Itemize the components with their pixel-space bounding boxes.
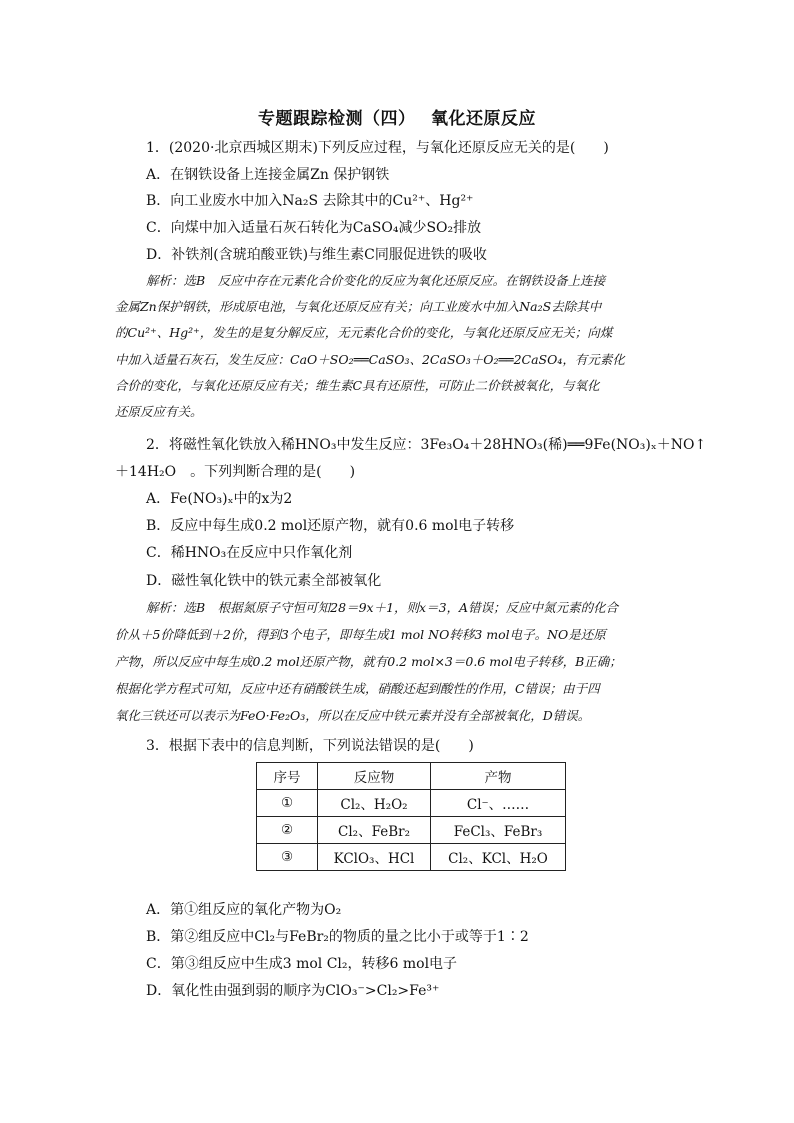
table-header-row	[257, 763, 566, 790]
table-cell: Cl₂、H₂O₂	[318, 790, 431, 817]
reaction-table	[256, 762, 566, 871]
table-cell: ①	[257, 790, 318, 817]
q1-analysis-line: 金属Zn保护钢铁，形成原电池，与氧化还原反应有关；向工业废水中加入Na₂S去除其中	[115, 299, 602, 314]
table-header: 产物	[431, 763, 566, 790]
table-cell: ②	[257, 817, 318, 844]
q2-analysis-line: 氧化三铁还可以表示为FeO·Fe₂O₃，所以在反应中铁元素并没有全部被氧化，D错误。	[115, 708, 591, 723]
table-cell: Cl⁻、……	[431, 790, 566, 817]
table-cell: Cl₂、FeBr₂	[318, 817, 431, 844]
q3-stem: 3．根据下表中的信息判断，下列说法错误的是( )	[146, 738, 474, 754]
q3-option-b: B．第②组反应中Cl₂与FeBr₂的物质的量之比小于或等于1∶2	[146, 929, 529, 945]
table-row	[257, 790, 566, 817]
q2-stem-continued: ＋14H₂O 。下列判断合理的是( )	[115, 464, 356, 480]
table-row	[257, 844, 566, 871]
table-cell: FeCl₃、FeBr₃	[431, 817, 566, 844]
q1-option-c: C．向煤中加入适量石灰石转化为CaSO₄减少SO₂排放	[146, 220, 482, 236]
table-row	[257, 817, 566, 844]
q2-analysis-line: 解析：选B 根据氮原子守恒可知28＝9x＋1，则x＝3，A错误；反应中氮元素的化合	[146, 600, 619, 615]
q3-option-c: C．第③组反应中生成3 mol Cl₂，转移6 mol电子	[146, 956, 458, 972]
q2-option-b: B．反应中每生成0.2 mol还原产物，就有0.6 mol电子转移	[146, 518, 515, 534]
q2-stem: 2．将磁性氧化铁放入稀HNO₃中发生反应：3Fe₃O₄＋28HNO₃(稀)══9Fe(NO₃)ₓ＋NO↑	[146, 437, 707, 453]
q3-option-a: A．第①组反应的氧化产物为O₂	[146, 902, 342, 918]
q1-analysis-line: 的Cu²⁺、Hg²⁺，发生的是复分解反应，无元素化合价的变化，与氧化还原反应无关；向煤	[115, 325, 613, 340]
q1-stem: 1．(2020·北京西城区期末)下列反应过程，与氧化还原反应无关的是( )	[146, 140, 609, 156]
q2-option-c: C．稀HNO₃在反应中只作氧化剂	[146, 545, 353, 561]
q3-option-d: D．氧化性由强到弱的顺序为ClO₃⁻>Cl₂>Fe³⁺	[146, 983, 440, 999]
q2-analysis-line: 根据化学方程式可知，反应中还有硝酸铁生成，硝酸还起到酸性的作用，C错误；由于四	[115, 681, 600, 696]
q2-analysis-line: 产物，所以反应中每生成0.2 mol还原产物，就有0.2 mol×3＝0.6 mol电子转移，B正确；	[115, 654, 622, 669]
q2-option-d: D．磁性氧化铁中的铁元素全部被氧化	[146, 573, 382, 589]
table-header: 序号	[257, 763, 318, 790]
q1-analysis-line: 解析：选B 反应中存在元素化合价变化的反应为氧化还原反应。在钢铁设备上连接	[146, 273, 606, 288]
page-title: 专题跟踪检测（四） 氧化还原反应	[258, 109, 536, 129]
q1-option-d: D．补铁剂(含琥珀酸亚铁)与维生素C同服促进铁的吸收	[146, 247, 487, 263]
q1-analysis-line: 合价的变化，与氧化还原反应有关；维生素C具有还原性，可防止二价铁被氧化，与氧化	[115, 378, 600, 393]
q1-analysis-line: 中加入适量石灰石，发生反应：CaO＋SO₂══CaSO₃、2CaSO₃＋O₂══2CaSO₄，有元素化	[115, 352, 625, 367]
q2-analysis-line: 价从＋5价降低到＋2价，得到3个电子，即每生成1 mol NO转移3 mol电子。NO是还原	[115, 627, 606, 642]
table-cell: ③	[257, 844, 318, 871]
q2-option-a: A．Fe(NO₃)ₓ中的x为2	[146, 491, 293, 507]
q1-option-b: B．向工业废水中加入Na₂S 去除其中的Cu²⁺、Hg²⁺	[146, 193, 474, 209]
table-cell: KClO₃、HCl	[318, 844, 431, 871]
q1-option-a: A．在钢铁设备上连接金属Zn 保护钢铁	[146, 167, 390, 183]
table-header: 反应物	[318, 763, 431, 790]
q1-analysis-line: 还原反应有关。	[115, 404, 203, 419]
table-cell: Cl₂、KCl、H₂O	[431, 844, 566, 871]
